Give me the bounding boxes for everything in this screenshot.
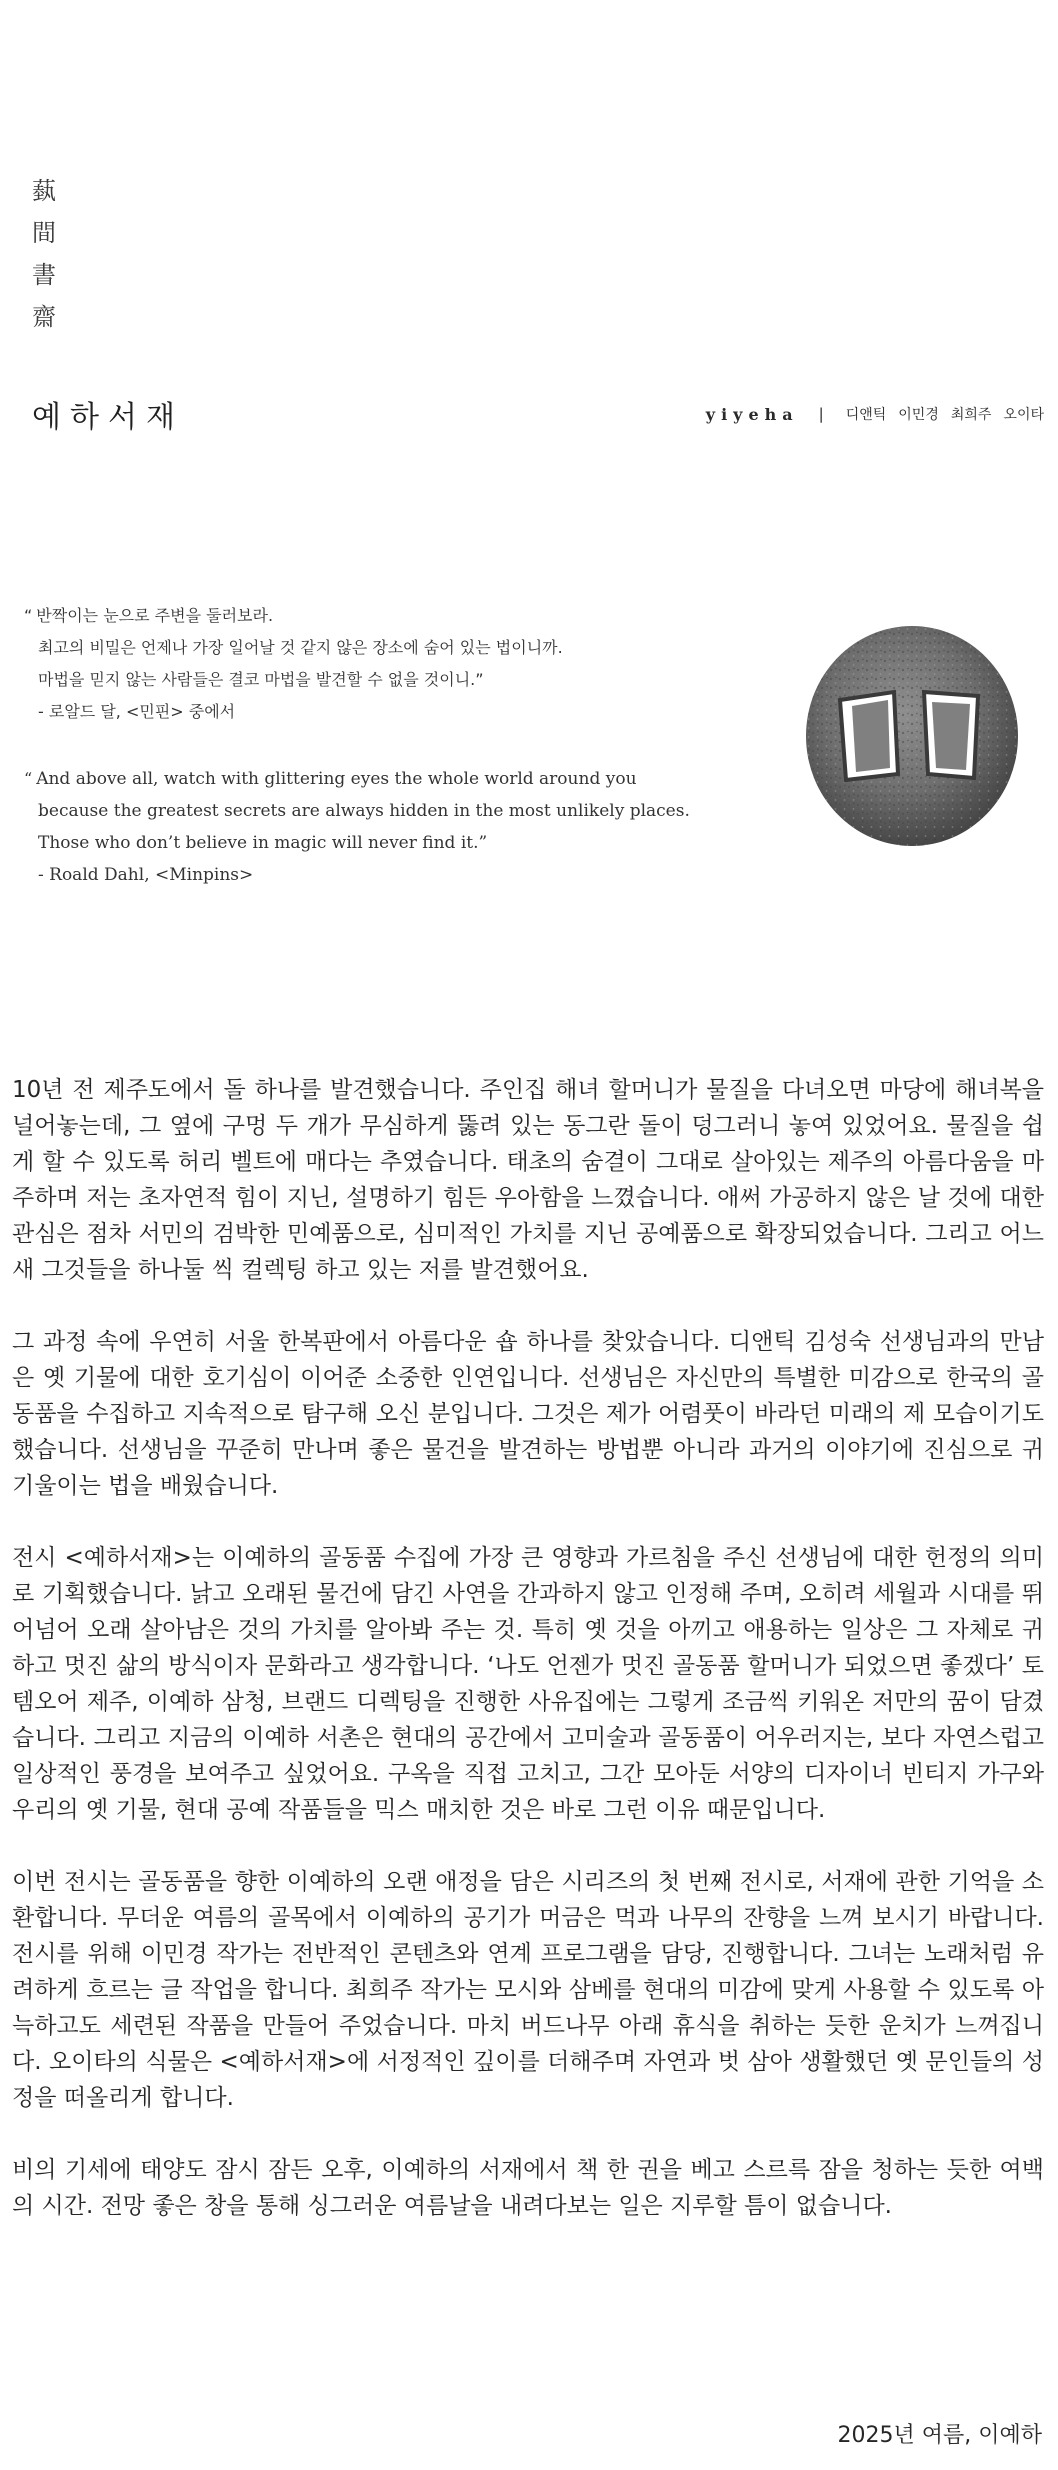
quote-line: “ 반짝이는 눈으로 주변을 둘러보라. (24, 606, 274, 625)
vertical-hanja-title (32, 170, 72, 338)
quote-attribution: - 로알드 달, <민핀> 중에서 (38, 702, 236, 721)
quote-line: 마법을 믿지 않는 사람들은 결코 마법을 발견할 수 없을 것이니.” (38, 670, 484, 689)
hanja-char: 書 (32, 261, 56, 289)
artist-name: 최희주 (950, 407, 992, 423)
hanja-char: 蓺 (32, 177, 56, 205)
quote-line: Those who don’t believe in magic will never find it.” (38, 833, 488, 853)
quote-line: 최고의 비밀은 언제나 가장 일어날 것 같지 않은 장소에 숨어 있는 법이니까. (38, 638, 563, 657)
essay-paragraph: 그 과정 속에 우연히 서울 한복판에서 아름다운 숍 하나를 찾았습니다. 디앤틱 김성숙 선생님과의 만남은 옛 기물에 대한 호기심이 이어준 소중한 인연입니다. 선생님은 자신만의 특별한 미감으로 한국의 골동품을 수집하고 지속적으로 탐구해 오신 분입니다. 그것은 제가 어렴풋이 바라던 미래의 제 모습이기도 했습니다. 선생님을 꾸준히 만나며 좋은 물건을 발견하는 방법뿐 아니라 과거의 이야기에 진심으로 귀 기울이는 법을 배웠습니다. (12, 1329, 1044, 1499)
brand-english-name: yiyeha (705, 404, 799, 424)
brand-title: 예하서재 (32, 400, 184, 435)
header-separator: | (818, 405, 824, 423)
open-quote-mark: “ (24, 769, 33, 788)
quote-korean (24, 600, 764, 728)
quote-line: because the greatest secrets are always hidden in the most unlikely places. (38, 801, 690, 821)
artist-name: 오이타 (1003, 407, 1044, 423)
hanja-char: 齋 (32, 303, 56, 331)
artist-name: 이민경 (898, 407, 939, 423)
header-credits (706, 404, 1044, 424)
signature: 2025년 여름, 이예하 (837, 2423, 1042, 2448)
essay-paragraph: 10년 전 제주도에서 돌 하나를 발견했습니다. 주인집 해녀 할머니가 물질을 다녀오면 마당에 해녀복을 널어놓는데, 그 옆에 구멍 두 개가 무심하게 뚫려 있는 동그란 돌이 덩그러니 놓여 있었어요. 물질을 쉽게 할 수 있도록 허리 벨트에 매다는 추였습니다. 태초의 숨결이 그대로 살아있는 제주의 아름다움을 마주하며 저는 초자연적 힘이 지닌, 설명하기 힘든 우아함을 느꼈습니다. 애써 가공하지 않은 날 것에 대한 관심은 점차 서민의 검박한 민예품으로, 심미적인 가치를 지닌 공예품으로 확장되었습니다. 그리고 어느새 그것들을 하나둘 씩 컬렉팅 하고 있는 저를 발견했어요. (12, 1077, 1044, 1283)
artist-list (846, 404, 1044, 424)
hanja-char: 間 (32, 219, 56, 247)
stone-coin-image (802, 622, 1022, 848)
quote-attribution: - Roald Dahl, <Minpins> (38, 865, 254, 885)
open-quote-mark: “ (24, 606, 33, 625)
exhibition-essay (12, 1072, 1044, 2260)
quote-english (24, 763, 764, 891)
artist-name: 디앤틱 (845, 407, 887, 423)
essay-paragraph: 비의 기세에 태양도 잠시 잠든 오후, 이예하의 서재에서 책 한 권을 베고 스르륵 잠을 청하는 듯한 여백의 시간. 전망 좋은 창을 통해 싱그러운 여름날을 내려다보는 일은 지루할 틈이 없습니다. (12, 2157, 1044, 2219)
essay-paragraph: 전시 <예하서재>는 이예하의 골동품 수집에 가장 큰 영향과 가르침을 주신 선생님에 대한 헌정의 의미로 기획했습니다. 낡고 오래된 물건에 담긴 사연을 간과하지 않고 인정해 주며, 오히려 세월과 시대를 뛰어넘어 오래 살아남은 것의 가치를 알아봐 주는 것. 특히 옛 것을 아끼고 애용하는 일상은 그 자체로 귀하고 멋진 삶의 방식이자 문화라고 생각합니다. ‘나도 언젠가 멋진 골동품 할머니가 되었으면 좋겠다’ 토템오어 제주, 이예하 삼청, 브랜드 디렉팅을 진행한 사유집에는 그렇게 조금씩 키워온 저만의 꿈이 담겼습니다. 그리고 지금의 이예하 서촌은 현대의 공간에서 고미술과 골동품이 어우러지는, 보다 자연스럽고 일상적인 풍경을 보여주고 싶었어요. 구옥을 직접 고치고, 그간 모아둔 서양의 디자이너 빈티지 가구와 우리의 옛 기물, 현대 공예 작품들을 믹스 매치한 것은 바로 그런 이유 때문입니다. (12, 1545, 1044, 1823)
quote-line: “ And above all, watch with glittering eyes the whole world around you (24, 769, 637, 789)
essay-paragraph: 이번 전시는 골동품을 향한 이예하의 오랜 애정을 담은 시리즈의 첫 번째 전시로, 서재에 관한 기억을 소환합니다. 무더운 여름의 골목에서 이예하의 공기가 머금은 먹과 나무의 잔향을 느껴 보시기 바랍니다. 전시를 위해 이민경 작가는 전반적인 콘텐츠와 연계 프로그램을 담당, 진행합니다. 그녀는 노래처럼 유려하게 흐르는 글 작업을 합니다. 최희주 작가는 모시와 삼베를 현대의 미감에 맞게 사용할 수 있도록 아늑하고도 세련된 작품을 만들어 주었습니다. 마치 버드나무 아래 휴식을 취하는 듯한 운치가 느껴집니다. 오이타의 식물은 <예하서재>에 서정적인 깊이를 더해주며 자연과 벗 삼아 생활했던 옛 문인들의 성정을 떠올리게 합니다. (12, 1869, 1044, 2111)
